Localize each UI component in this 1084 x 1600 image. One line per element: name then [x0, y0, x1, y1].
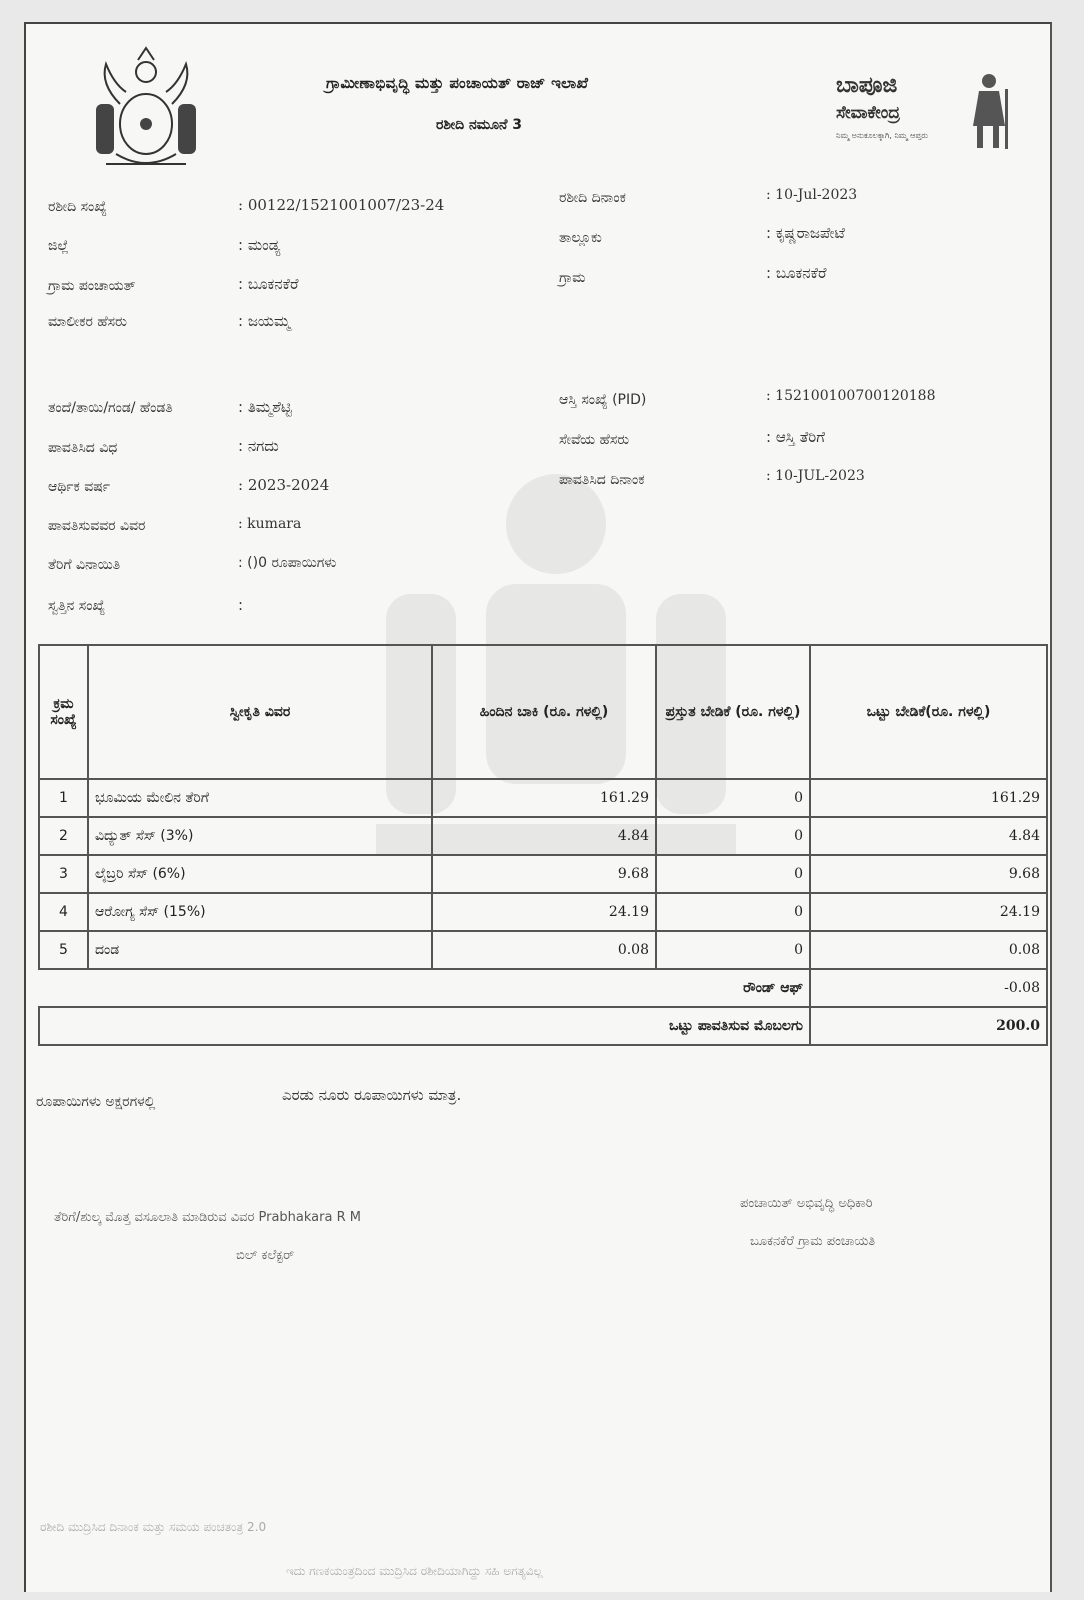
row-total-demand: 9.68 [810, 855, 1047, 893]
table-row [39, 817, 1047, 855]
table-row [39, 893, 1047, 931]
tax-exemption-label: ತೆರಿಗೆ ವಿನಾಯಿತಿ [48, 557, 121, 573]
pid-label: ಆಸ್ತಿ ಸಂಖ್ಯೆ (PID) [559, 392, 647, 408]
row-current-demand: 0 [656, 893, 810, 931]
row-description: ಭೂಮಿಯ ಮೇಲಿನ ತೆರಿಗೆ [88, 779, 432, 817]
financial-year-label: ಆರ್ಥಿಕ ವರ್ಷ [48, 479, 111, 495]
receipt-sheet [24, 22, 1052, 1592]
payer-details-label: ಪಾವತಿಸುವವರ ವಿವರ [48, 518, 146, 534]
receipt-date-label: ರಶೀದಿ ದಿನಾಂಕ [559, 190, 626, 206]
receipt-number-value: : 00122/1521001007/23-24 [238, 196, 445, 214]
brand-subtitle: ಸೇವಾಕೇಂದ್ರ [836, 103, 901, 123]
row-current-demand: 0 [656, 817, 810, 855]
row-total-demand: 4.84 [810, 817, 1047, 855]
gandhi-figure-icon [961, 71, 1016, 151]
row-previous-balance: 9.68 [432, 855, 656, 893]
receipt-date-value: : 10-Jul-2023 [766, 187, 858, 203]
row-serial: 2 [39, 817, 88, 855]
round-off-value: -0.08 [810, 969, 1047, 1007]
form-title: ರಶೀದಿ ನಮೂನೆ 3 [436, 117, 523, 133]
row-current-demand: 0 [656, 931, 810, 969]
taluk-label: ತಾಲ್ಲೂಕು [559, 230, 602, 246]
village-label: ಗ್ರಾಮ [559, 270, 586, 286]
gram-panchayat-label: ಗ್ರಾಮ ಪಂಚಾಯತ್ [48, 278, 136, 294]
row-total-demand: 24.19 [810, 893, 1047, 931]
row-description: ಆರೋಗ್ಯ ಸೆಸ್ (15%) [88, 893, 432, 931]
row-current-demand: 0 [656, 855, 810, 893]
row-description: ವಿದ್ಯುತ್ ಸೆಸ್ (3%) [88, 817, 432, 855]
row-previous-balance: 0.08 [432, 931, 656, 969]
row-previous-balance: 4.84 [432, 817, 656, 855]
table-row [39, 779, 1047, 817]
collector-designation: ಬಿಲ್ ಕಲೆಕ್ಟರ್ [236, 1248, 295, 1263]
row-current-demand: 0 [656, 779, 810, 817]
row-serial: 3 [39, 855, 88, 893]
gram-panchayat-value: : ಬೂಕನಕೆರೆ [238, 275, 299, 293]
payer-details-value: : kumara [238, 516, 302, 532]
col-total-demand-header: ಒಟ್ಟು ಬೇಡಿಕೆ(ರೂ. ಗಳಲ್ಲಿ) [810, 645, 1047, 779]
district-label: ಜಿಲ್ಲೆ [48, 238, 69, 254]
row-serial: 1 [39, 779, 88, 817]
row-total-demand: 0.08 [810, 931, 1047, 969]
department-title: ಗ್ರಾಮೀಣಾಭಿವೃದ್ಧಿ ಮತ್ತು ಪಂಚಾಯತ್ ರಾಜ್ ಇಲಾಖೆ [326, 74, 589, 92]
col-serial-header: ಕ್ರಮ ಸಂಖ್ಯೆ [39, 645, 88, 779]
col-previous-balance-header: ಹಿಂದಿನ ಬಾಕಿ (ರೂ. ಗಳಲ್ಲಿ) [432, 645, 656, 779]
row-total-demand: 161.29 [810, 779, 1047, 817]
service-name-label: ಸೇವೆಯ ಹೆಸರು [559, 432, 630, 448]
amount-words-label: ರೂಪಾಯಿಗಳು ಅಕ್ಷರಗಳಲ್ಲಿ [36, 1094, 156, 1110]
fee-table [38, 644, 1048, 1046]
collector-details: ತೆರಿಗೆ/ಶುಲ್ಕ ಮೊತ್ತ ವಸೂಲಾತಿ ಮಾಡಿರುವ ವಿವರ Prabhakara R M [54, 1210, 361, 1225]
total-row [39, 1007, 1047, 1045]
village-value: : ಬೂಕನಕೆರೆ [766, 264, 827, 282]
relation-label: ತಂದೆ/ತಾಯಿ/ಗಂಡ/ ಹೆಂಡತಿ [48, 400, 173, 416]
row-previous-balance: 161.29 [432, 779, 656, 817]
row-description: ಲೈಬ್ರರಿ ಸೆಸ್ (6%) [88, 855, 432, 893]
round-off-row [39, 969, 1047, 1007]
table-header-row [39, 645, 1047, 779]
payment-date-value: : 10-JUL-2023 [766, 468, 865, 484]
financial-year-value: : 2023-2024 [238, 476, 330, 494]
karnataka-emblem-icon [86, 44, 206, 174]
pdo-panchayat: ಬೂಕನಕೆರೆ ಗ್ರಾಮ ಪಂಚಾಯತಿ [750, 1234, 876, 1249]
service-name-value: : ಆಸ್ತಿ ತೆರಿಗೆ [766, 428, 825, 446]
row-previous-balance: 24.19 [432, 893, 656, 931]
row-serial: 5 [39, 931, 88, 969]
computer-generated-note: ಇದು ಗಣಕಯಂತ್ರದಿಂದ ಮುದ್ರಿಸಿದ ರಶೀದಿಯಾಗಿದ್ದು ಸಹಿ ಅಗತ್ಯವಿಲ್ಲ [286, 1564, 543, 1578]
owner-name-label: ಮಾಲೀಕರ ಹೆಸರು [48, 314, 127, 330]
property-number-label: ಸ್ವತ್ತಿನ ಸಂಖ್ಯೆ [48, 598, 106, 614]
brand-tagline: ನಿಮ್ಮ ಅನುಕೂಲಕ್ಕಾಗಿ, ನಿಮ್ಮ ಆಪ್ತರು [836, 131, 929, 140]
total-value: 200.0 [810, 1007, 1047, 1045]
receipt-number-label: ರಶೀದಿ ಸಂಖ್ಯೆ [48, 199, 107, 215]
table-row [39, 855, 1047, 893]
table-row [39, 931, 1047, 969]
tax-exemption-value: : ()0 ರೂಪಾಯಿಗಳು [238, 555, 337, 571]
taluk-value: : ಕೃಷ್ಣರಾಜಪೇಟೆ [766, 224, 845, 242]
round-off-label: ರೌಂಡ್ ಆಫ್ [39, 969, 810, 1007]
payment-date-label: ಪಾವತಿಸಿದ ದಿನಾಂಕ [559, 472, 645, 488]
owner-name-value: : ಜಯಮ್ಮ [238, 312, 291, 330]
brand-name: ಬಾಪೂಜಿ [836, 73, 898, 98]
pid-value: : 152100100700120188 [766, 388, 936, 404]
col-description-header: ಸ್ವೀಕೃತಿ ವಿವರ [88, 645, 432, 779]
total-label: ಒಟ್ಟು ಪಾವತಿಸುವ ಮೊಬಲಗು [39, 1007, 810, 1045]
row-description: ದಂಡ [88, 931, 432, 969]
district-value: : ಮಂಡ್ಯ [238, 236, 281, 254]
relation-value: : ತಿಮ್ಮಶೆಟ್ಟಿ [238, 398, 292, 416]
print-info-footer: ರಶೀದಿ ಮುದ್ರಿಸಿದ ದಿನಾಂಕ ಮತ್ತು ಸಮಯ ಪಂಚತಂತ್ರ 2.0 [40, 1520, 267, 1534]
pdo-designation: ಪಂಚಾಯಿತ್ ಅಭಿವೃದ್ಧಿ ಅಧಿಕಾರಿ [740, 1196, 873, 1211]
payment-mode-value: : ನಗದು [238, 437, 279, 455]
brand-logo [826, 69, 1026, 159]
property-number-value: : [238, 596, 244, 614]
row-serial: 4 [39, 893, 88, 931]
col-current-demand-header: ಪ್ರಸ್ತುತ ಬೇಡಿಕೆ (ರೂ. ಗಳಲ್ಲಿ) [656, 645, 810, 779]
amount-words-value: ಎರಡು ನೂರು ರೂಪಾಯಿಗಳು ಮಾತ್ರ. [282, 1086, 462, 1104]
payment-mode-label: ಪಾವತಿಸಿದ ವಿಧ [48, 440, 118, 456]
